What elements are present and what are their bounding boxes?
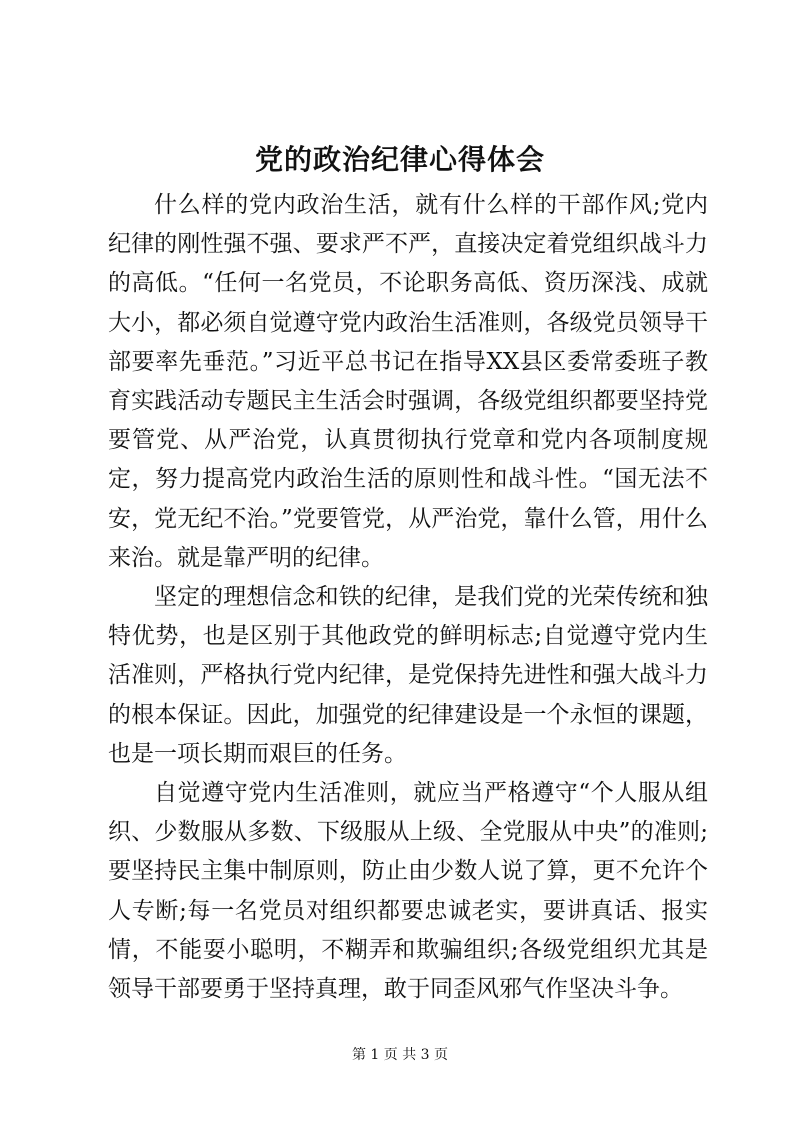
document-body	[108, 186, 708, 1009]
document-title: 党的政治纪律心得体会	[254, 143, 545, 176]
page-footer: 第 1 页 共 3 页	[351, 1047, 449, 1063]
paragraph-1: 什么样的党内政治生活，就有什么样的干部作风;党内纪律的刚性强不强、要求严不严，直接决定着党组织战斗力的高低。“任何一名党员，不论职务高低、资历深浅、成就大小，都必须自觉遵守党内政治生活准则，各级党员领导干部要率先垂范。”习近平总书记在指导XX县区委常委班子教育实践活动专题民主生活会时强调，各级党组织都要坚持党要管党、从严治党，认真贯彻执行党章和党内各项制度规定，努力提高党内政治生活的原则性和战斗性。“国无法不安，党无纪不治。”党要管党，从严治党，靠什么管，用什么来治。就是靠严明的纪律。	[108, 192, 708, 571]
paragraph-2: 坚定的理想信念和铁的纪律，是我们党的光荣传统和独特优势，也是区别于其他政党的鲜明标志;自觉遵守党内生活准则，严格执行党内纪律，是党保持先进性和强大战斗力的根本保证。因此，加强党的纪律建设是一个永恒的课题，也是一项长期而艰巨的任务。	[108, 584, 708, 767]
paragraph-3: 自觉遵守党内生活准则，就应当严格遵守“个人服从组织、少数服从多数、下级服从上级、全党服从中央”的准则;要坚持民主集中制原则，防止由少数人说了算，更不允许个人专断;每一名党员对组织都要忠诚老实，要讲真话、报实情，不能耍小聪明，不糊弄和欺骗组织;各级党组织尤其是领导干部要勇于坚持真理，敢于同歪风邪气作坚决斗争。	[108, 780, 708, 1003]
